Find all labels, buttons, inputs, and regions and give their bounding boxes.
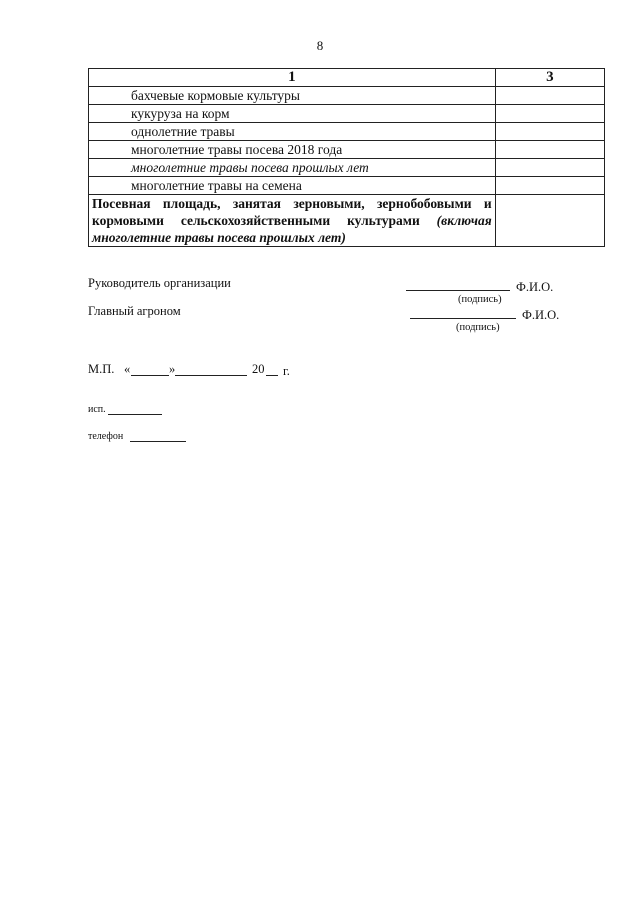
day-field[interactable]: [131, 375, 169, 376]
stamp-label: М.П.: [88, 362, 115, 376]
total-value-cell[interactable]: [495, 195, 604, 247]
year-prefix: 20: [252, 362, 265, 376]
row-value-cell[interactable]: [495, 141, 604, 159]
agronomist-fio: Ф.И.О.: [522, 308, 560, 322]
table-row: [89, 105, 605, 123]
total-label-main: Посевная площадь, занятая зерновыми, зернобобовыми и кормовыми сельскохозяйственными культурами: [92, 196, 492, 228]
signature-caption: (подпись): [456, 322, 500, 333]
table-row: [89, 177, 605, 195]
executor-label: исп.: [88, 404, 106, 415]
phone-field[interactable]: [130, 441, 186, 442]
head-label: Руководитель организации: [88, 276, 231, 290]
table-row: [89, 141, 605, 159]
total-label-note: (включая многолетние травы посева прошлых лет): [92, 213, 492, 245]
row-label: многолетние травы посева 2018 года: [89, 141, 496, 159]
table-header-row: [89, 69, 605, 87]
head-fio: Ф.И.О.: [516, 280, 554, 294]
table-total-row: [89, 195, 605, 247]
row-value-cell[interactable]: [495, 159, 604, 177]
executor-field[interactable]: [108, 414, 162, 415]
quote-close: »: [169, 362, 176, 376]
row-label: многолетние травы посева прошлых лет: [89, 159, 496, 177]
year-suffix: г.: [283, 364, 290, 378]
row-value-cell[interactable]: [495, 87, 604, 105]
row-value-cell[interactable]: [495, 177, 604, 195]
crop-area-table: [88, 68, 605, 247]
page-number: 8: [316, 38, 324, 53]
column-header-1: 1: [89, 69, 496, 87]
row-label: кукуруза на корм: [89, 105, 496, 123]
column-header-3: 3: [495, 69, 604, 87]
signature-caption: (подпись): [458, 294, 502, 305]
month-field[interactable]: [175, 375, 247, 376]
row-label: бахчевые кормовые культуры: [89, 87, 496, 105]
year-field[interactable]: [266, 375, 278, 376]
row-label: многолетние травы на семена: [89, 177, 496, 195]
table-row: [89, 123, 605, 141]
row-value-cell[interactable]: [495, 105, 604, 123]
row-label: однолетние травы: [89, 123, 496, 141]
agronomist-label: Главный агроном: [88, 304, 181, 318]
agronomist-signature-line[interactable]: [410, 318, 516, 319]
total-label: [89, 195, 496, 247]
phone-label: телефон: [88, 431, 124, 442]
table-row: [89, 159, 605, 177]
head-signature-line[interactable]: [406, 290, 510, 291]
quote-open: «: [124, 362, 131, 376]
row-value-cell[interactable]: [495, 123, 604, 141]
table-row: [89, 87, 605, 105]
